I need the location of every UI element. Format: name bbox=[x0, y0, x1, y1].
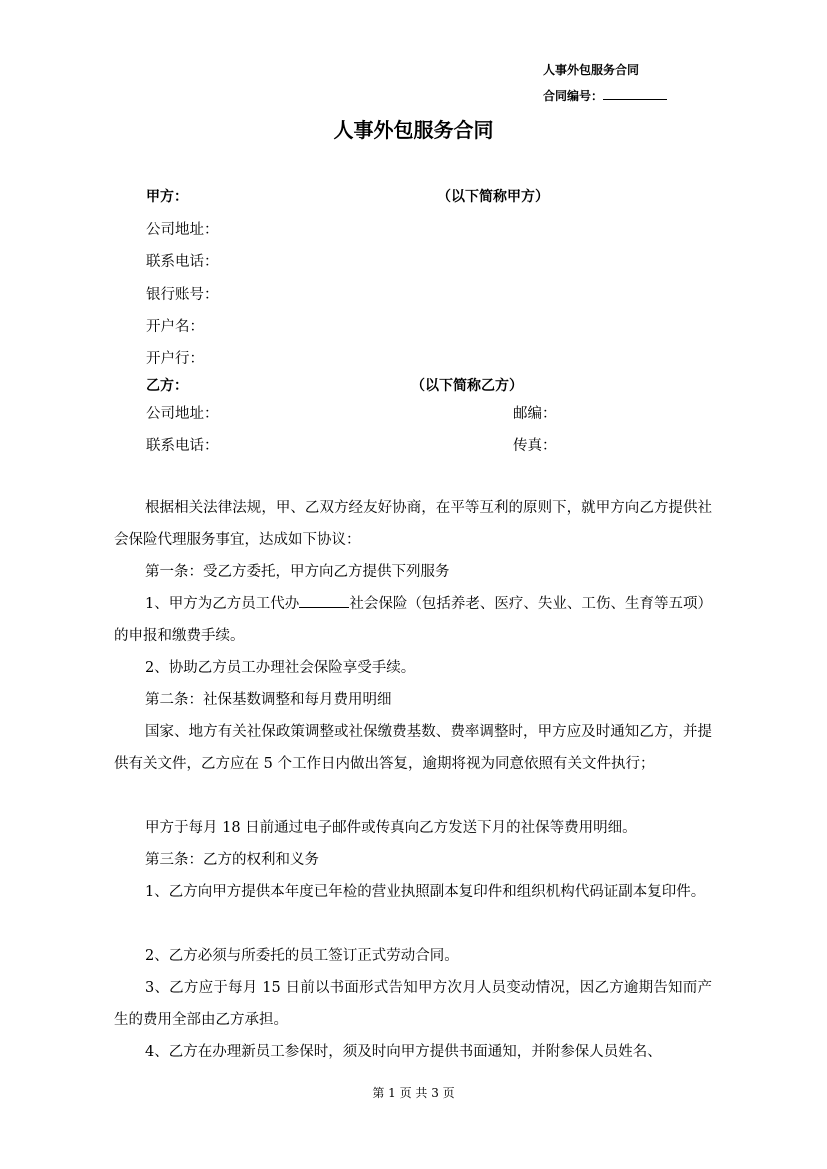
article-1-item-1-post: 社会保险（包括养老、医疗、失业、工伤、生育等五项）的申报和缴费手续。 bbox=[114, 596, 712, 644]
article-3-item-2: 2、乙方必须与所委托的员工签订正式劳动合同。 bbox=[145, 948, 459, 964]
article-2-paragraph-2: 甲方于每月 18 日前通过电子邮件或传真向乙方发送下月的社保等费用明细。 bbox=[145, 820, 637, 836]
header-doc-label: 人事外包服务合同 bbox=[543, 63, 640, 77]
article-3-item-3: 3、乙方应于每月 15 日前以书面形式告知甲方次月人员变动情况，因乙方逾期告知而产生的费用全部由乙方承担。 bbox=[114, 980, 712, 1028]
article-2-title: 第二条：社保基数调整和每月费用明细 bbox=[145, 692, 392, 708]
insurance-location-blank bbox=[299, 593, 349, 608]
intro-paragraph: 根据相关法律法规，甲、乙双方经友好协商，在平等互利的原则下，就甲方向乙方提供社会保险代理服务事宜，达成如下协议： bbox=[114, 500, 712, 548]
party-b-phone: 联系电话： bbox=[146, 438, 219, 454]
article-3-item-1: 1、乙方向甲方提供本年度已年检的营业执照副本复印件和组织机构代码证副本复印件。 bbox=[145, 884, 706, 900]
article-1-item-1 bbox=[114, 588, 712, 652]
article-1-item-1-pre: 1、甲方为乙方员工代办 bbox=[145, 596, 300, 612]
party-b-address: 公司地址： bbox=[146, 406, 219, 422]
article-1-item-2: 2、协助乙方员工办理社会保险享受手续。 bbox=[145, 660, 416, 676]
page-title: 人事外包服务合同 bbox=[333, 118, 494, 142]
contract-number-blank bbox=[603, 86, 667, 100]
article-3-item-4: 4、乙方在办理新员工参保时，须及时向甲方提供书面通知，并附参保人员姓名、 bbox=[145, 1044, 662, 1060]
party-b-fax: 传真： bbox=[513, 438, 557, 454]
party-a-phone: 联系电话： bbox=[146, 254, 219, 270]
party-b-label: 乙方： bbox=[146, 378, 188, 394]
party-a-bank-account: 银行账号： bbox=[146, 287, 219, 303]
party-a-address: 公司地址： bbox=[146, 222, 219, 238]
page-footer: 第 1 页 共 3 页 bbox=[372, 1086, 455, 1100]
party-a-account-name: 开户名： bbox=[146, 319, 204, 335]
party-a-alias: （以下简称甲方） bbox=[437, 189, 549, 205]
article-1-title: 第一条：受乙方委托，甲方向乙方提供下列服务 bbox=[145, 564, 450, 580]
party-b-postcode: 邮编： bbox=[513, 406, 557, 422]
party-b-alias: （以下简称乙方） bbox=[411, 378, 523, 394]
contract-number-label: 合同编号： bbox=[543, 89, 604, 103]
article-3-title: 第三条：乙方的权利和义务 bbox=[145, 852, 319, 868]
party-a-label: 甲方： bbox=[146, 189, 188, 205]
article-2-paragraph-1: 国家、地方有关社保政策调整或社保缴费基数、费率调整时，甲方应及时通知乙方，并提供有关文件，乙方应在 5 个工作日内做出答复，逾期将视为同意依照有关文件执行； bbox=[114, 724, 712, 772]
party-a-bank: 开户行： bbox=[146, 351, 204, 367]
contract-number bbox=[543, 86, 667, 104]
